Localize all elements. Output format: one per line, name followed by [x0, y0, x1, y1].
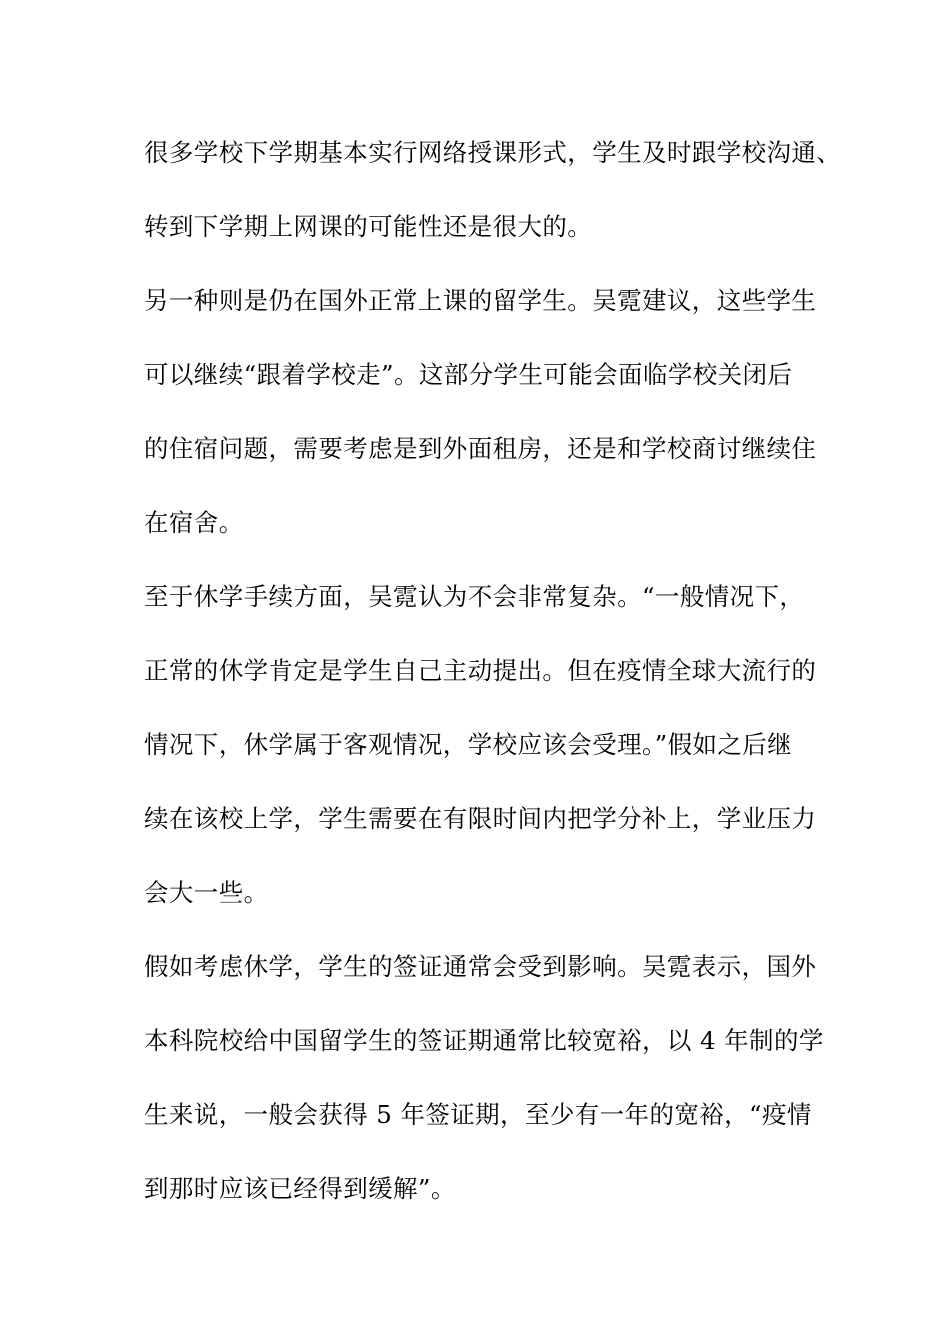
text-line: 在宿舍。 [144, 508, 244, 537]
text-line: 很多学校下学期基本实行网络授课形式，学生及时跟学校沟通、 [144, 138, 842, 167]
text-line: 至于休学手续方面，吴霓认为不会非常复杂。“一般情况下， [144, 582, 805, 611]
text-line: 可以继续“跟着学校走”。这部分学生可能会面临学校关闭后 [144, 360, 793, 389]
text-line: 正常的休学肯定是学生自己主动提出。但在疫情全球大流行的 [144, 656, 817, 685]
text-line: 到那时应该已经得到缓解”。 [144, 1174, 456, 1203]
text-line: 另一种则是仍在国外正常上课的留学生。吴霓建议，这些学生 [144, 286, 817, 315]
text-line: 生来说，一般会获得 5 年签证期，至少有一年的宽裕，“疫情 [144, 1100, 812, 1129]
text-line: 的住宿问题，需要考虑是到外面租房，还是和学校商讨继续住 [144, 434, 817, 463]
text-line: 转到下学期上网课的可能性还是很大的。 [144, 212, 593, 241]
text-line: 会大一些。 [144, 878, 269, 907]
text-line: 假如考虑休学，学生的签证通常会受到影响。吴霓表示，国外 [144, 952, 817, 981]
text-line: 情况下，休学属于客观情况，学校应该会受理。”假如之后继 [144, 730, 793, 759]
text-line: 本科院校给中国留学生的签证期通常比较宽裕，以 4 年制的学 [144, 1026, 824, 1055]
text-line: 续在该校上学，学生需要在有限时间内把学分补上，学业压力 [144, 804, 817, 833]
